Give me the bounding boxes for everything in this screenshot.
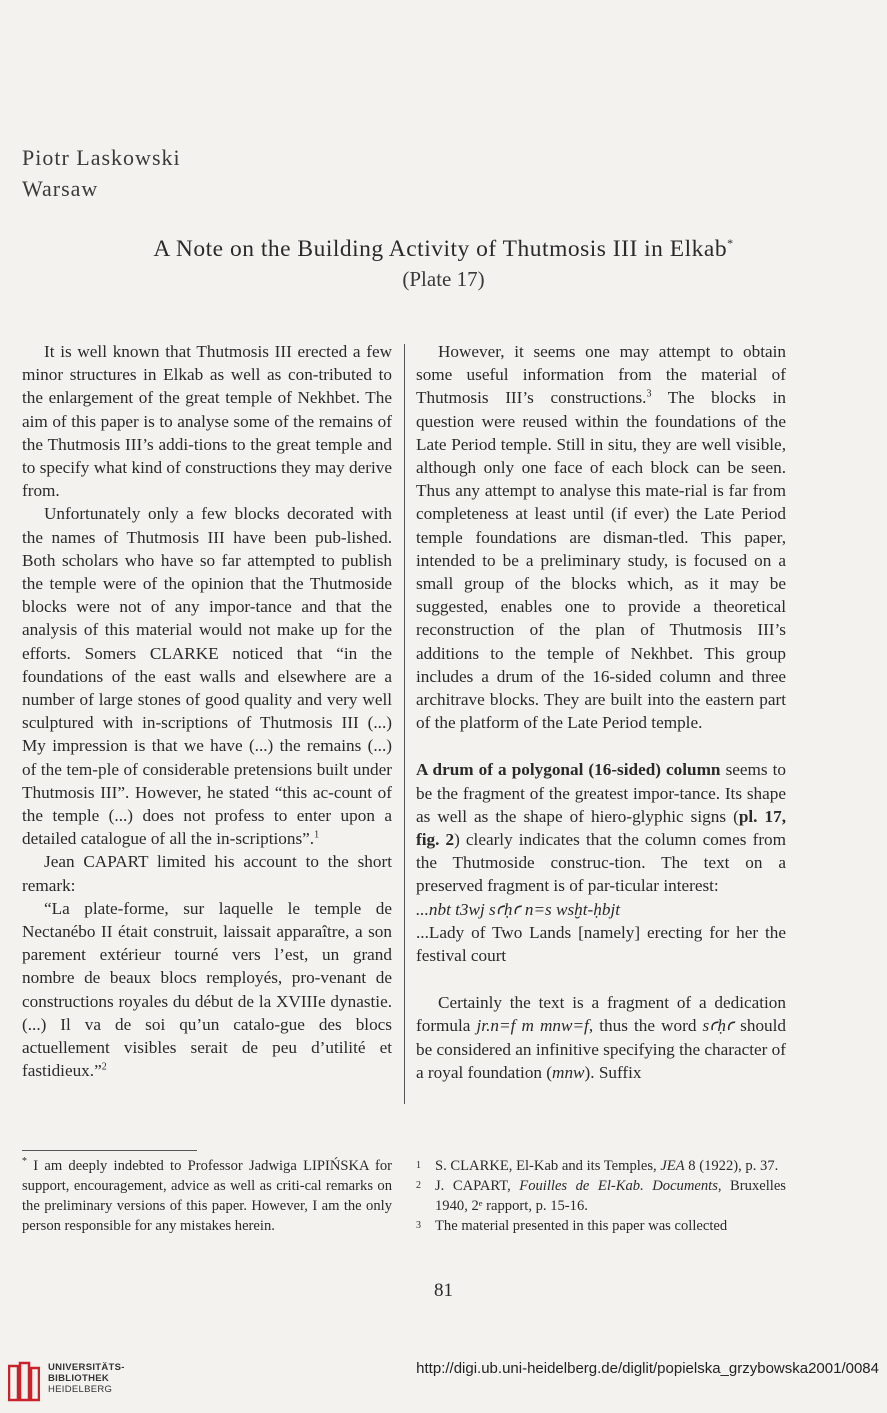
page-number: 81 (434, 1280, 453, 1301)
footnote-ref: 3 (646, 388, 652, 400)
author-name: Piotr Laskowski (22, 145, 181, 170)
paragraph: It is well known that Thutmosis III erected a few minor structures in Elkab as well as con-tributed to the enlargement of the great temple of Nekhbet. The aim of this paper is to analyse some of the remains of the Thutmosis III’s addi-tions to the great temple and to specify what kind of constructions they may derive from. (22, 342, 392, 501)
transliteration: ...nbt t3wj sꜥḥꜥ n=s wsḫt-ḥbjt (416, 899, 621, 919)
paragraph: However, it seems one may attempt to obtain some useful information from the material of Thutmosis III’s constructions.$^3$ The blocks in question were reused within the foundations of the Late Period temple. Still in situ, they are well visible, although only one face of each block can be seen. Thus any attempt to analyse this mate-rial is far from completeness at least until (if ever) the Late Period temple foundations are disman-tled. This paper, intended to be a preliminary study, is focused on a small group of the blocks which, as it may be suggested, enables one to provide a theoretical reconstruction of the plan of Thutmosis III’s additions to the temple of Nekhbet. This group includes a drum of the 16-sided column and three architrave blocks. They are built into the eastern part of the platform of the Late Period temple. (416, 342, 786, 733)
column-divider (404, 344, 405, 1104)
title-text: A Note on the Building Activity of Thutmosis III in Elkab (153, 236, 728, 262)
title-footnote-mark: * (727, 236, 734, 251)
article-title (0, 236, 887, 263)
library-footer (0, 1348, 887, 1413)
footnote-2: 2 J. CAPART, Fouilles de El-Kab. Documents, Bruxelles 1940, 2ᵉ rapport, p. 15-16. (416, 1178, 786, 1214)
author-place: Warsaw (22, 176, 99, 201)
footnote-ref: 1 (314, 829, 320, 841)
paragraph: A drum of a polygonal (16-sided) column seems to be the fragment of the greatest impor-tance. Its shape as well as the shape of hiero-glyphic signs (pl. 17, fig. 2) clearly indicates that the column comes from the Thutmoside construc-tion. The text on a preserved fragment is of par-ticular interest: (416, 760, 787, 896)
source-url-link[interactable]: http://digi.ub.uni-heidelberg.de/diglit/popielska_grzybowska2001/0084 (416, 1360, 879, 1377)
right-column (416, 340, 786, 1084)
translation: ...Lady of Two Lands [namely] erecting for her the festival court (416, 922, 786, 966)
footnote-star: * I am deeply indebted to Professor Jadwiga LIPIŃSKA for support, encouragement, advice as well as criti-cal remarks on the preliminary versions of this paper. However, I am the only person responsible for any mistakes herein. (22, 1156, 392, 1234)
author-block (22, 142, 181, 204)
footnote-1: 1 S. CLARKE, El-Kab and its Temples, JEA 8 (1922), p. 37. (416, 1158, 779, 1174)
left-column (22, 340, 392, 1083)
plate-reference: (Plate 17) (402, 267, 485, 291)
footnotes-numbered (416, 1156, 786, 1236)
section-heading: A drum of a polygonal (16-sided) column (416, 760, 721, 780)
footnote-rule (22, 1150, 197, 1151)
quote-paragraph: “La plate-forme, sur laquelle le temple de Nectanébo II était construit, laissait apparaître, a son parement extérieur tourné vers l’est, un grand nombre de beaux blocs remployés, pro-venant de constructions royales du début de la XVIIIe dynastie. (...) Il va de soi qu’un catalo-gue des blocs actuellement visibles serait de peu d’utilité et fastidieux.”$^2$ (22, 898, 392, 1081)
paragraph: Jean CAPART limited his account to the short remark: (22, 852, 392, 895)
paragraph: Unfortunately only a few blocks decorated with the names of Thutmosis III have been pub-lished. Both scholars who have so far attempted to publish the temple were of the opinion that the Thutmoside blocks were not of any impor-tance and that the analysis of this material would not make up for the efforts. Somers CLARKE noticed that “in the foundations of the east walls and elsewhere are a number of large stones of good quality and very well sculptured with in-scriptions of Thutmosis III (...) My impression is that we have (...) the remains (...) of the tem-ple of considerable pretensions built under Thutmosis III”. However, he stated “this ac-count of the temple (...) does not profess to enter upon a detailed catalogue of all the in-scriptions”.$^1$ (22, 504, 392, 849)
library-logo-icon (8, 1360, 40, 1402)
footnote-ref: 2 (101, 1061, 107, 1073)
library-name: UNIVERSITÄTS- BIBLIOTHEK HEIDELBERG (48, 1362, 125, 1395)
paragraph: Certainly the text is a fragment of a dedication formula jr.n=f m mnw=f, thus the word sꜥḥꜥ should be considered an infinitive specifying the character of a royal foundation (mnw). Suffix (416, 993, 786, 1082)
footnote-3: 3 The material presented in this paper was collected (416, 1218, 728, 1234)
plate-figure-ref: pl. 17, fig. 2 (416, 806, 786, 850)
